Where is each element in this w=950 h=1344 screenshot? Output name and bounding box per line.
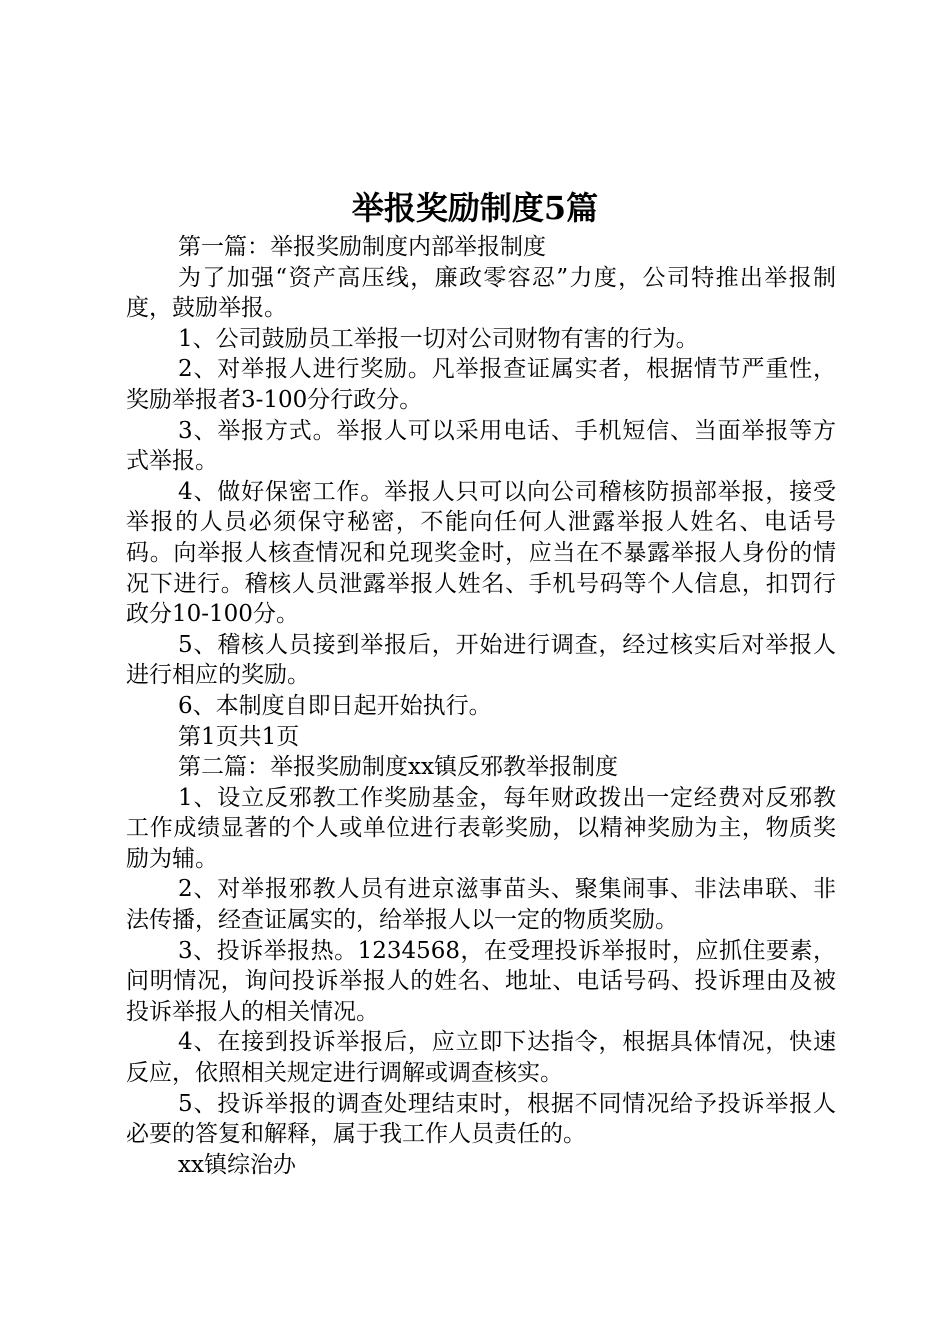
list-item: 2、对举报邪教人员有进京滋事苗头、聚集闹事、非法串联、非法传播，经查证属实的，给举报人以一定的物质奖励。	[126, 876, 836, 934]
list-item: 3、投诉举报热。1234568，在受理投诉举报时，应抓住要素，问明情况，询问投诉举报人的姓名、地址、电话号码、投诉理由及被投诉举报人的相关情况。	[126, 937, 836, 1025]
section-heading-2: 第二篇：举报奖励制度xx镇反邪教举报制度	[178, 754, 618, 781]
list-item: 4、做好保密工作。举报人只可以向公司稽核防损部举报，接受举报的人员必须保守秘密，不能向任何人泄露举报人姓名、电话号码。向举报人核查情况和兑现奖金时，应当在不暴露举报人身份的情况下进行。稽核人员泄露举报人姓名、手机号码等个人信息，扣罚行政分10-100分。	[126, 478, 836, 628]
list-item: 5、稽核人员接到举报后，开始进行调查，经过核实后对举报人进行相应的奖励。	[126, 631, 836, 689]
paragraph: 为了加强“资产高压线，廉政零容忍”力度，公司特推出举报制度，鼓励举报。	[126, 264, 836, 322]
signature-line: xx镇综治办	[178, 1151, 296, 1178]
list-item: 2、对举报人进行奖励。凡举报查证属实者，根据情节严重性，奖励举报者3-100分行政分。	[126, 356, 836, 413]
list-item: 1、设立反邪教工作奖励基金，每年财政拨出一定经费对反邪教工作成绩显著的个人或单位进行表彰奖励，以精神奖励为主，物质奖励为辅。	[126, 784, 836, 872]
section-heading-1: 第一篇：举报奖励制度内部举报制度	[178, 234, 546, 260]
list-item: 6、本制度自即日起开始执行。	[178, 692, 492, 719]
page-number: 第1页共1页	[178, 723, 300, 750]
document-title: 举报奖励制度5篇	[351, 189, 599, 227]
list-item: 1、公司鼓励员工举报一切对公司财物有害的行为。	[178, 325, 699, 352]
list-item: 4、在接到投诉举报后，应立即下达指令，根据具体情况，快速反应，依照相关规定进行调解或调查核实。	[126, 1029, 836, 1087]
list-item: 3、举报方式。举报人可以采用电话、手机短信、当面举报等方式举报。	[126, 417, 836, 475]
list-item: 5、投诉举报的调查处理结束时，根据不同情况给予投诉举报人必要的答复和解释，属于我工作人员责任的。	[126, 1090, 836, 1148]
document-body	[126, 232, 836, 1180]
